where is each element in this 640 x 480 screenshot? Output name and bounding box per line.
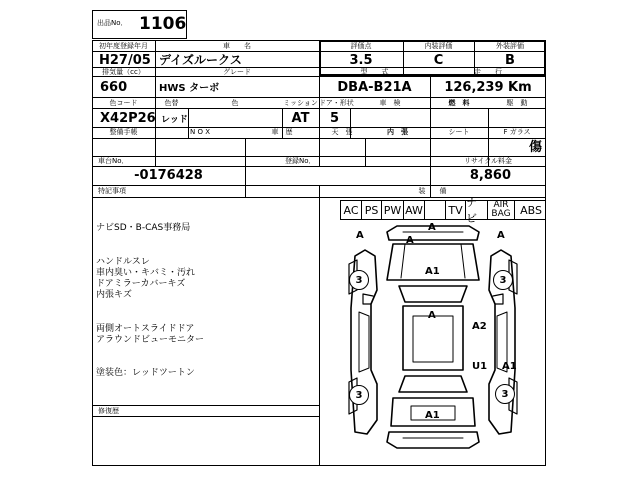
mileage-value: 126,239 Km [444,80,532,95]
interior-trim-label: 内 張 [387,128,408,136]
recycle-fee-label: リサイクル料金 [463,157,513,165]
score-value: 3.5 [349,53,373,68]
note-item: ナビSD・B-CAS事務局 [96,223,191,233]
note-item: 両側オートスライドドア [96,324,195,334]
mark-roof: A [428,310,436,321]
exterior-grade-value: B [505,53,515,68]
mark-hood: A1 [425,266,440,277]
mark-front-center: A [428,222,436,233]
chassis-label: 車台No． [98,157,129,165]
mark-right-slide-door: A2 [472,321,487,332]
car-name-label: 車 名 [223,42,251,50]
model-label: 型 式 [360,68,389,76]
registration-label: 登録No． [285,157,316,165]
interior-grade-value: C [433,53,444,68]
equip-ps: PS [362,200,382,220]
mark-front-right: A [497,230,505,241]
color-code-label: 色コード [109,99,138,107]
equip-navi: ナビ [466,200,488,220]
nox-label: N O X [190,128,210,136]
mark-right-front-fender: 3 [493,270,513,290]
note-item: アラウンドビューモニター [96,335,205,345]
grade-value: HWS ターボ [159,83,220,94]
note-item: ドアミラーカバーキズ [96,279,186,289]
lot-label: 出品No． [97,19,128,27]
windshield-label: F ガラス [503,128,531,136]
car-name-value: デイズルークス [159,53,242,67]
inspection-label: 車 検 [379,99,401,107]
note-item: 車内臭い・キバミ・汚れ [96,268,196,278]
interior-grade-label: 内装評価 [424,42,453,50]
chassis-value: -0176428 [134,168,203,183]
equip-ac: AC [341,200,362,220]
recycle-fee-value: 8,860 [469,168,511,183]
mark-left-rear-fender: 3 [349,385,369,405]
repair-history-label: 修復歴 [98,407,119,415]
equip-aw: AW [404,200,425,220]
equip-airbag: AIR BAG [488,200,515,220]
model-value: DBA-B21A [337,80,412,95]
color-label: 色 [231,99,239,107]
equip-blank [425,200,446,220]
lot-box [92,10,187,39]
service-book-label: 整備手帳 [109,128,138,136]
note-item: 塗装色：レッドツートン [96,368,195,378]
color-code-value: X42P26 [100,111,156,126]
door-shape-label: ドア・形状 [319,99,354,107]
notes-label: 特記事項 [98,187,126,195]
seat-label: シート [448,128,470,136]
displacement-label: 排気量（cc） [102,68,145,76]
lot-number: 1106 [139,14,187,34]
equipment-label: 装 備 [418,187,447,195]
first-reg-label: 初年度登録年月 [99,42,148,50]
mark-front-left: A [356,230,364,241]
mark-right-rear-fender: 3 [495,384,515,404]
mark-right-quarter: A1 [502,361,517,372]
fuel-label: 燃 料 [448,99,470,107]
note-item: 内張キズ [96,290,132,300]
windshield-value: 傷 [528,140,542,155]
first-reg-value: H27/05 [99,53,151,68]
color-change-label: 色替 [164,99,179,107]
drive-label: 駆 動 [506,99,528,107]
rear-glass-outline [399,376,467,392]
equipment-row [340,196,546,225]
mileage-label: 走 行 [474,68,502,76]
mark-left-front-fender: 3 [349,270,369,290]
displacement-value: 660 [100,80,128,95]
roof-lining-label: 天 張 [331,128,353,136]
car-diagram [319,220,546,466]
door-count-value: 5 [329,111,340,126]
car-history-label: 車 歴 [271,128,293,136]
mark-tailgate: A1 [425,410,440,421]
note-item: ハンドルスレ [96,257,150,267]
rear-bumper-outline [387,432,479,448]
exterior-grade-label: 外装評価 [496,42,524,50]
score-label: 評価点 [350,42,372,50]
windshield-outline [399,286,467,302]
equip-tv: TV [446,200,466,220]
color-value: レッド [161,115,188,125]
grade-label: グレード [223,68,251,76]
mission-value: AT [291,111,310,126]
equip-abs: ABS [520,203,542,217]
equip-pw: PW [382,200,404,220]
mark-front-bumper: A [406,235,414,246]
mark-right-rear-door: U1 [472,361,488,372]
mission-label: ミッション [283,99,318,107]
